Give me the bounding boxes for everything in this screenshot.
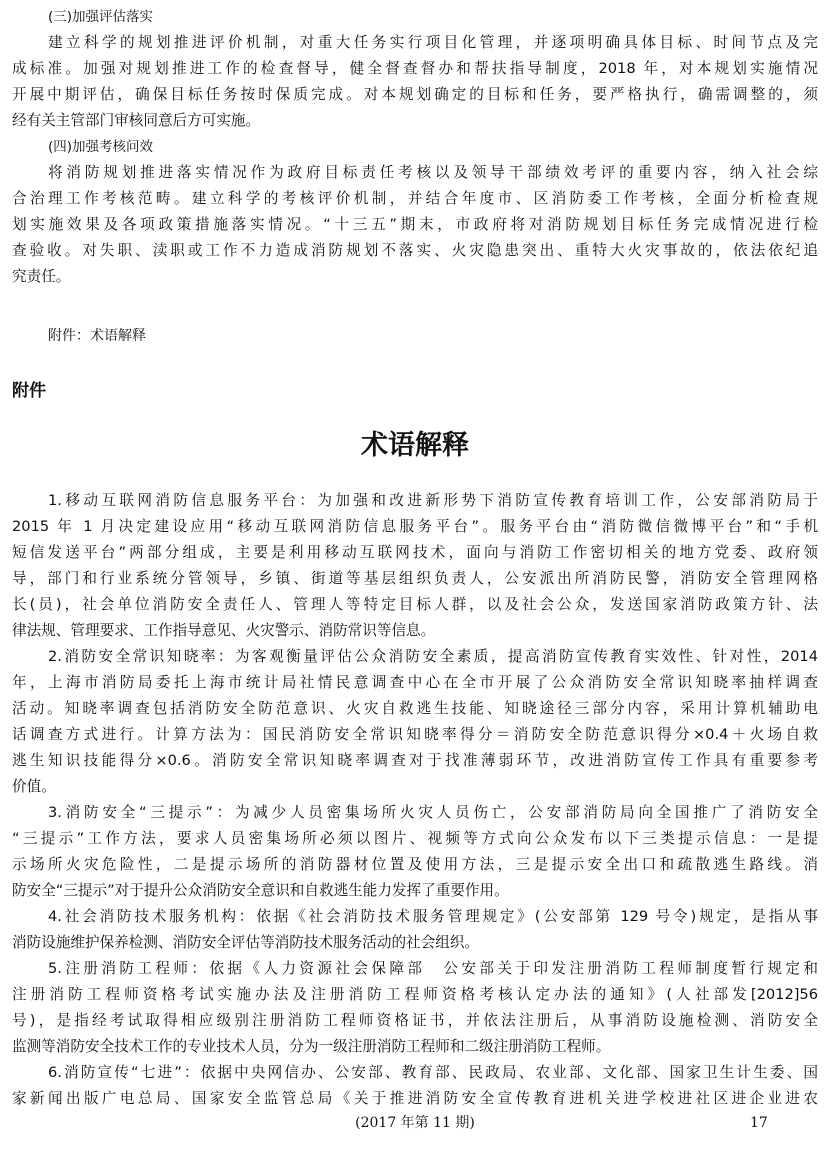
term-2-line: 活动。知晓率调查包括消防安全防范意识、火灾自救逃生技能、知晓途径三部分内容，采用计算机辅助电 (12, 700, 818, 717)
section-4-line: 将消防规划推进落实情况作为政府目标责任考核以及领导干部绩效考评的重要内容，纳入社会综 (48, 164, 818, 181)
section-4-line: 划实施效果及各项政策措施落实情况。“十三五”期末，市政府将对消防规划目标任务完成情况进行检 (12, 216, 818, 233)
term-2-line: 逃生知识技能得分×0.6。消防安全常识知晓率调查对于找准薄弱环节，改进消防宣传工作具有重要参考 (12, 752, 818, 769)
term-1-line: 长(员)，社会单位消防安全责任人、管理人等特定目标人群，以及社会公众，发送国家消防政策方针、法 (12, 596, 818, 613)
term-4-line: 4.社会消防技术服务机构：依据《社会消防技术服务管理规定》(公安部第 129 号令)规定，是指从事 (48, 908, 818, 925)
term-5-line: 注册消防工程师资格考试实施办法及注册消防工程师资格考核认定办法的通知》(人社部发[2012]56 (12, 986, 818, 1003)
term-2-line: 年，上海市消防局委托上海市统计局社情民意调查中心在全市开展了公众消防安全常识知晓率抽样调查 (12, 674, 818, 691)
attachment-reference: 附件：术语解释 (48, 328, 146, 344)
section-3-heading: (三)加强评估落实 (48, 9, 154, 25)
term-1-line: 短信发送平台”两部分组成，主要是利用移动互联网技术，面向与消防工作密切相关的地方党委、政府领 (12, 544, 818, 561)
term-5-line: 监测等消防安全技术工作的专业技术人员，分为一级注册消防工程师和二级注册消防工程师。 (12, 1038, 611, 1055)
term-2-line: 话调查方式进行。计算方法为：国民消防安全常识知晓率得分＝消防安全防范意识得分×0.4＋火场自救 (12, 726, 818, 743)
section-3-line: 成标准。加强对规划推进工作的检查督导，健全督查督办和帮扶指导制度，2018 年，对本规划实施情况 (12, 60, 818, 77)
term-6-line: 6.消防宣传“七进”：依据中央网信办、公安部、教育部、民政局、农业部、文化部、国家卫生计生委、国 (48, 1064, 818, 1081)
term-6-line: 家新闻出版广电总局、国家安全监管总局《关于推进消防安全宣传教育进机关进学校进社区进企业进农 (12, 1090, 818, 1107)
section-4-line: 合治理工作考核范畴。建立科学的考核评价机制，并结合年度市、区消防委工作考核，全面分析检查规 (12, 190, 818, 207)
term-3-line: 防安全“三提示”对于提升公众消防安全意识和自救逃生能力发挥了重要作用。 (12, 882, 509, 899)
term-5-line: 号)，是指经考试取得相应级别注册消防工程师资格证书，并依法注册后，从事消防设施检测、消防安全 (12, 1012, 818, 1029)
document-page (12, 0, 818, 1170)
section-4-line: 究责任。 (12, 268, 71, 285)
term-1-line: 2015 年 1 月决定建设应用“移动互联网消防信息服务平台”。服务平台由“消防微信微博平台”和“手机 (12, 518, 818, 535)
term-3-line: “三提示”工作方法，要求人员密集场所必须以图片、视频等方式向公众发布以下三类提示信息：一是提 (12, 830, 818, 847)
section-4-heading: (四)加强考核问效 (48, 139, 154, 155)
term-1-line: 律法规、管理要求、工作指导意见、火灾警示、消防常识等信息。 (12, 622, 436, 639)
term-1-line: 导，部门和行业系统分管领导，乡镇、街道等基层组织负责人，公安派出所消防民警，消防安全管理网格 (12, 570, 818, 587)
document-title: 术语解释 (361, 430, 469, 461)
section-4-line: 查验收。对失职、渎职或工作不力造成消防规划不落实、火灾隐患突出、重特大火灾事故的，依法依纪追 (12, 242, 818, 259)
term-3-line: 示场所火灾危险性，二是提示场所的消防器材位置及使用方法，三是提示安全出口和疏散逃生路线。消 (12, 856, 818, 873)
term-2-line: 2.消防安全常识知晓率：为客观衡量评估公众消防安全素质，提高消防宣传教育实效性、针对性，2014 (48, 648, 818, 665)
term-3-line: 3.消防安全“三提示”：为减少人员密集场所火灾人员伤亡，公安部消防局向全国推广了消防安全 (48, 804, 818, 821)
section-3-line: 开展中期评估，确保目标任务按时保质完成。对本规划确定的目标和任务，要严格执行，确需调整的，须 (12, 86, 818, 103)
term-2-line: 价值。 (12, 778, 56, 795)
attachment-heading: 附件 (12, 381, 46, 401)
footer-issue: (2017 年第 11 期) (355, 1115, 475, 1131)
page-number: 17 (750, 1115, 768, 1131)
term-5-line: 5.注册消防工程师：依据《人力资源社会保障部 公安部关于印发注册消防工程师制度暂行规定和 (48, 960, 818, 977)
section-3-line: 经有关主管部门审核同意后方可实施。 (12, 112, 261, 129)
term-1-line: 1.移动互联网消防信息服务平台：为加强和改进新形势下消防宣传教育培训工作，公安部消防局于 (48, 492, 818, 509)
section-3-line: 建立科学的规划推进评价机制，对重大任务实行项目化管理，并逐项明确具体目标、时间节点及完 (48, 34, 818, 51)
term-4-line: 消防设施维护保养检测、消防安全评估等消防技术服务活动的社会组织。 (12, 934, 480, 951)
